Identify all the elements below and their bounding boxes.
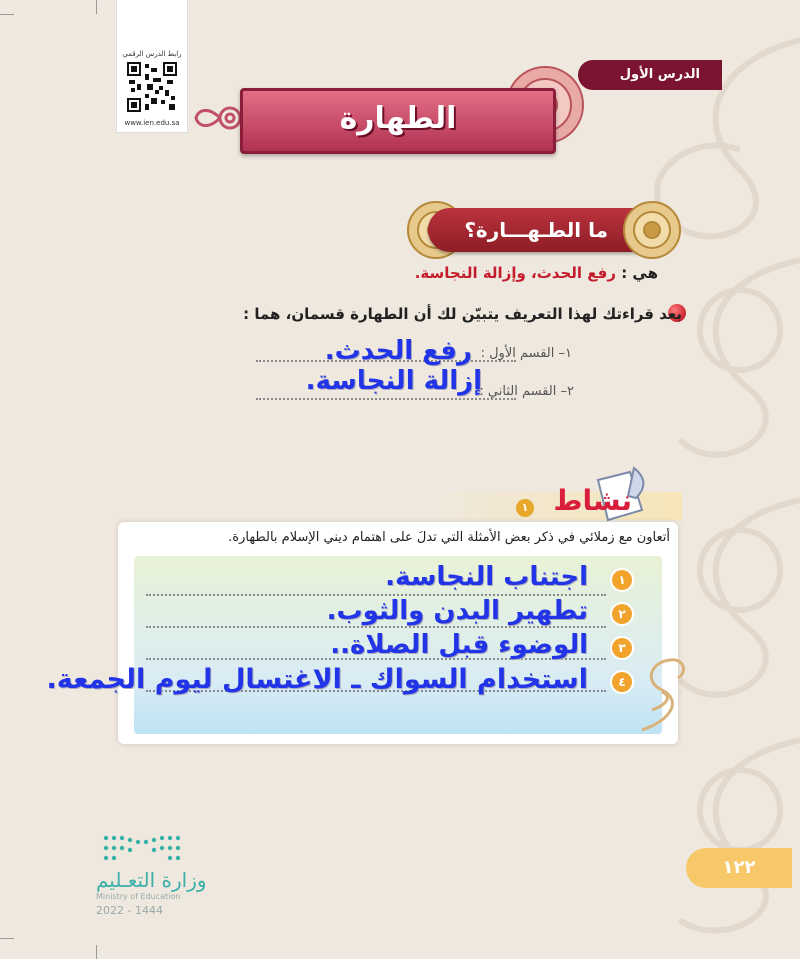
edition-year: 2022 - 1444 — [96, 904, 163, 917]
qr-code-panel[interactable] — [116, 0, 188, 133]
crop-mark — [96, 0, 97, 14]
ministry-arabic-name: وزارة التعـليم — [96, 868, 207, 892]
section-banner — [428, 208, 648, 252]
activity-item-answer: اجتناب النجاسة. — [385, 562, 588, 592]
ministry-english-name: Ministry of Education — [96, 892, 181, 901]
item-number: ١ — [612, 570, 632, 590]
activity-prompt: أتعاون مع زملائي في ذكر بعض الأمثلة التي تدلَ على اهتمام ديني الإسلام بالطهارة. — [228, 530, 670, 545]
answer-line — [256, 398, 516, 400]
activity-item-answer: استخدام السواك ـ الاغتسال ليوم الجمعة. — [46, 664, 588, 695]
activity-number: ١ — [516, 499, 534, 517]
qr-caption-top: رابط الدرس الرقمي — [122, 50, 182, 58]
part-2-answer: إزالة النجاسة. — [305, 366, 482, 396]
activity-number-badge — [516, 496, 534, 517]
activity-item-answer: تطهير البدن والثوب. — [326, 596, 588, 626]
definition-prefix: هي : — [621, 264, 658, 282]
crop-mark — [0, 14, 14, 15]
page-number: ١٢٢ — [686, 848, 792, 888]
qr-caption-url: www.ien.edu.sa — [124, 119, 180, 127]
item-number: ٤ — [612, 672, 632, 692]
definition-text: رفع الحدث، وإزالة النجاسة. — [414, 264, 616, 282]
activity-title: نشاط — [553, 484, 632, 517]
definition-line — [415, 264, 658, 282]
crop-mark — [0, 938, 14, 939]
swirl-icon — [190, 96, 246, 140]
part-1-answer: رفع الحدث. — [324, 336, 472, 366]
ministry-logo-icon — [96, 830, 188, 866]
qr-code-icon[interactable] — [125, 62, 179, 112]
swirl-ornament-icon — [632, 640, 696, 736]
part-1-label: ١– القسم الأول : — [480, 346, 572, 361]
answer-line — [146, 626, 606, 628]
section-rosette-icon — [620, 198, 684, 262]
prompt-text: بعد قراءتك لهذا التعريف يتبيّن لك أن الطهارة قسمان، هما : — [243, 305, 682, 323]
section-title: ما الطـهـــارة؟ — [464, 218, 608, 242]
crop-mark — [96, 945, 97, 959]
item-number: ٢ — [612, 604, 632, 624]
title-banner — [240, 88, 556, 154]
item-number: ٣ — [612, 638, 632, 658]
page-title: الطهارة — [339, 101, 457, 136]
activity-item-answer: الوضوء قبل الصلاة.. — [330, 630, 588, 660]
lesson-badge: الدرس الأول — [578, 60, 722, 90]
part-2-label: ٢– القسم الثاني : — [479, 384, 574, 399]
